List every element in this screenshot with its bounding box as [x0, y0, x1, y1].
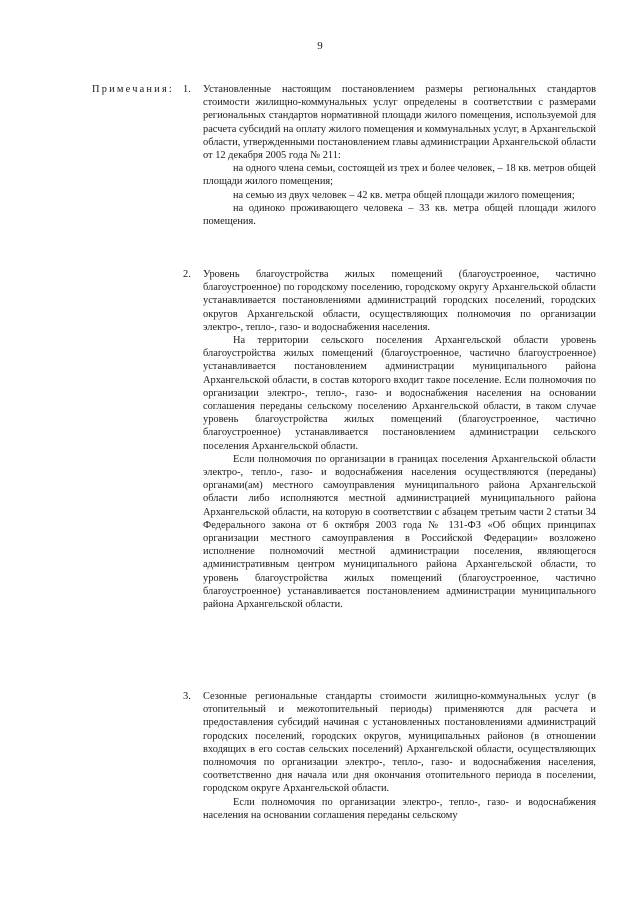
notes-label: Примечания:	[92, 84, 175, 95]
note-item-2	[183, 268, 596, 611]
note-number: 3.	[183, 691, 191, 702]
paragraph: Уровень благоустройства жилых помещений (благоустроенное, частично благоустроенное) по городскому поселению, городскому округу Архангельской области устанавливается постановлениями администраций городских поселений, городских округов Архангельской области, осуществляющих полномочия по организации электро-, тепло-, газо- и водоснабжения населения.	[203, 269, 596, 333]
paragraph: на семью из двух человек – 42 кв. метра общей площади жилого помещения;	[233, 189, 575, 201]
paragraph: На территории сельского поселения Архангельской области уровень благоустройства жилых помещений (благоустроенное, частично благоустроенное) устанавливается постановлением администрации муниципального района Архангельской области, в состав которого входит такое поселение. Если полномочия по организации электро-, тепло-, газо- и водоснабжения населения на основании соглашения переданы сельскому поселению Архангельской области, в таком случае уровень благоустройства жилых помещений (благоустроенное, частично благоустроенное) устанавливается постановлением администрации сельского поселения Архангельской области.	[203, 335, 596, 452]
note-number: 2.	[183, 269, 191, 280]
paragraph: Сезонные региональные стандарты стоимости жилищно-коммунальных услуг (в отопительный и межотопительный периоды) применяются для расчета и предоставления субсидий начиная с установленных постановлениями администраций городских поселений, городских округов, муниципальных районов (в отношении входящих в его состав сельских поселений) Архангельской области, осуществляющих полномочия по организации электро-, тепло-, газо- и водоснабжения населения, соответственно дня начала или дня окончания отопительного периода в поселении, городском округе Архангельской области.	[203, 691, 596, 795]
paragraph: Установленные настоящим постановлением размеры региональных стандартов стоимости жилищно-коммунальных услуг определены в соответствии с размерами региональных стандартов нормативной площади жилого помещения, используемой для расчета субсидий на оплату жилого помещения и коммунальных услуг, в Архангельской области, утвержденными постановлением главы администрации Архангельской области от 12 декабря 2005 года № 211:	[203, 84, 596, 162]
paragraph: на одного члена семьи, состоящей из трех и более человек, – 18 кв. метров общей площади жилого помещения;	[203, 163, 596, 188]
note-number: 1.	[183, 84, 191, 95]
paragraph: на одиноко проживающего человека – 33 кв. метра общей площади жилого помещения.	[203, 202, 596, 228]
page-number: 9	[317, 40, 323, 52]
note-item-3	[183, 690, 596, 822]
paragraph: Если полномочия по организации электро-, тепло-, газо- и водоснабжения населения на основании соглашения переданы сельскому	[203, 796, 596, 821]
paragraph: Если полномочия по организации в границах поселения Архангельской области электро-, тепло-, газо- и водоснабжения населения осуществляются (переданы) органами(ам) местного самоуправления муниципального района Архангельской области либо исполняются местной администрацией муниципального района Архангельской области, на которую в соответствии с абзацем третьим части 2 статьи 34 Федерального закона от 6 октября 2003 года № 131-ФЗ «Об общих принципах организации местного самоуправления в Российской Федерации» возложено исполнение полномочий местной администрации поселения, являющегося административным центром муниципального района Архангельской области, то уровень благоустройства жилых помещений (благоустроенное, частично благоустроенное) устанавливается постановлением администрации муниципального района Архангельской области.	[203, 453, 596, 611]
note-item-1	[183, 83, 596, 228]
